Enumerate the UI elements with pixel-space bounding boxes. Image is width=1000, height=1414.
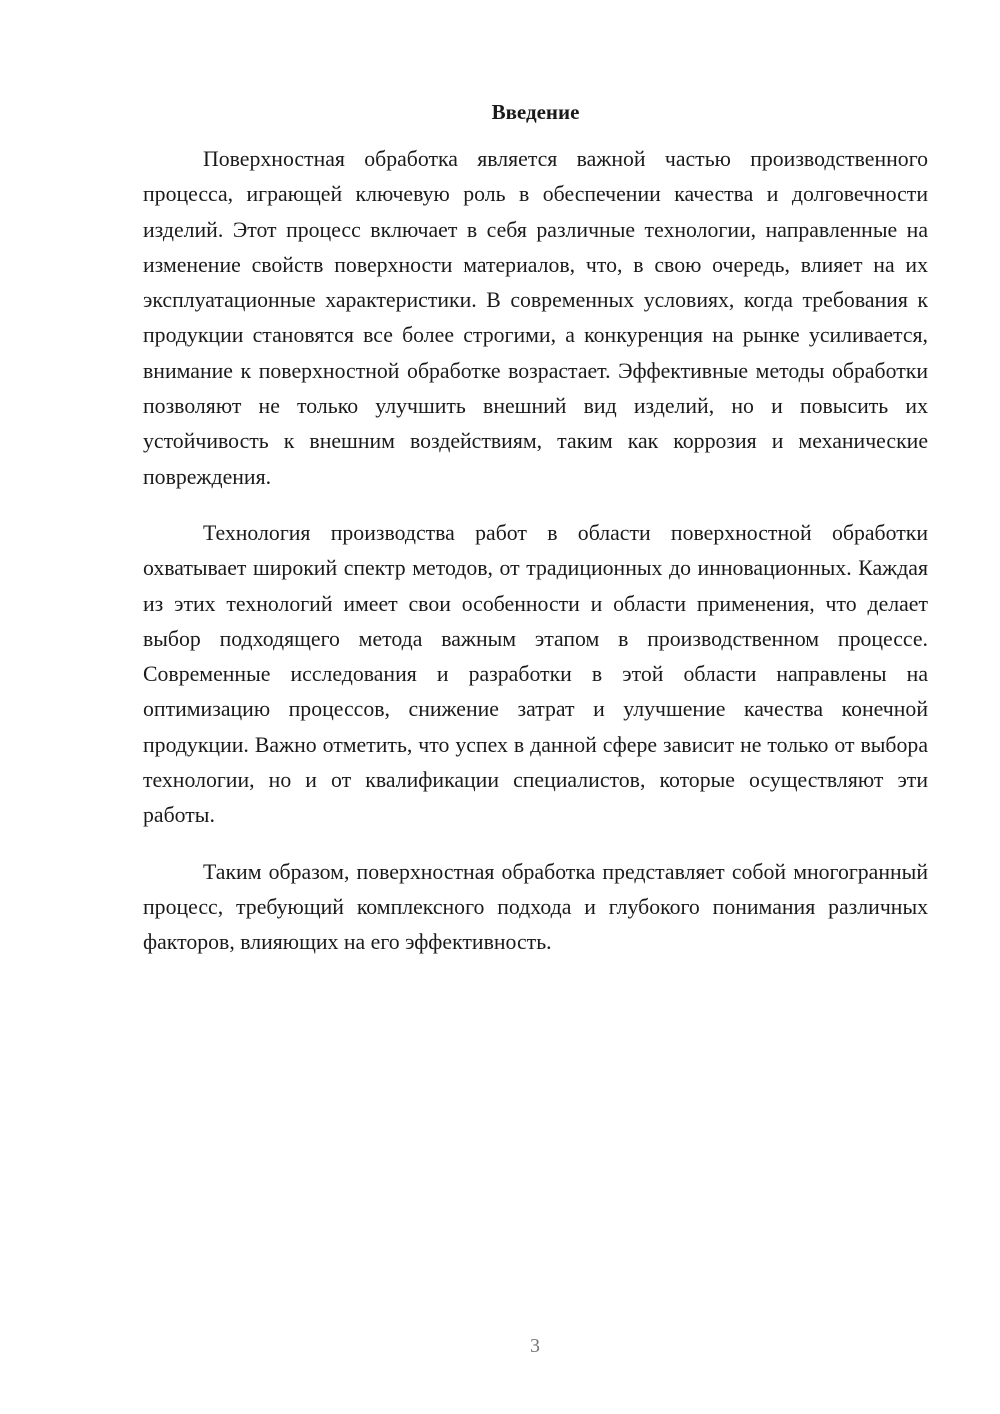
paragraph-1: Поверхностная обработка является важной частью производственного процесса, играющей ключевую роль в обеспечении качества и долговечности изделий. Этот процесс включает в себя различные технологии, направленные на изменение свойств поверхности материалов, что, в свою очередь, влияет на их эксплуатационные характеристики. В современных условиях, когда требования к продукции становятся все более строгими, а конкуренция на рынке усиливается, внимание к поверхностной обработке возрастает. Эффективные методы обработки позволяют не только улучшить внешний вид изделий, но и повысить их устойчивость к внешним воздействиям, таким как коррозия и механические повреждения. — [143, 147, 928, 489]
page-number: 3 — [530, 1335, 540, 1357]
body-text — [143, 142, 928, 961]
paragraph-3: Таким образом, поверхностная обработка представляет собой многогранный процесс, требующий комплексного подхода и глубокого понимания различных факторов, влияющих на его эффективность. — [143, 859, 928, 955]
section-heading: Введение — [491, 100, 580, 124]
paragraph-2: Технология производства работ в области поверхностной обработки охватывает широкий спектр методов, от традиционных до инновационных. Каждая из этих технологий имеет свои особенности и области применения, что делает выбор подходящего метода важным этапом в производственном процессе. Современные исследования и разработки в этой области направлены на оптимизацию процессов, снижение затрат и улучшение качества конечной продукции. Важно отметить, что успех в данной сфере зависит не только от выбора технологии, но и от квалификации специалистов, которые осуществляют эти работы. — [143, 520, 928, 828]
